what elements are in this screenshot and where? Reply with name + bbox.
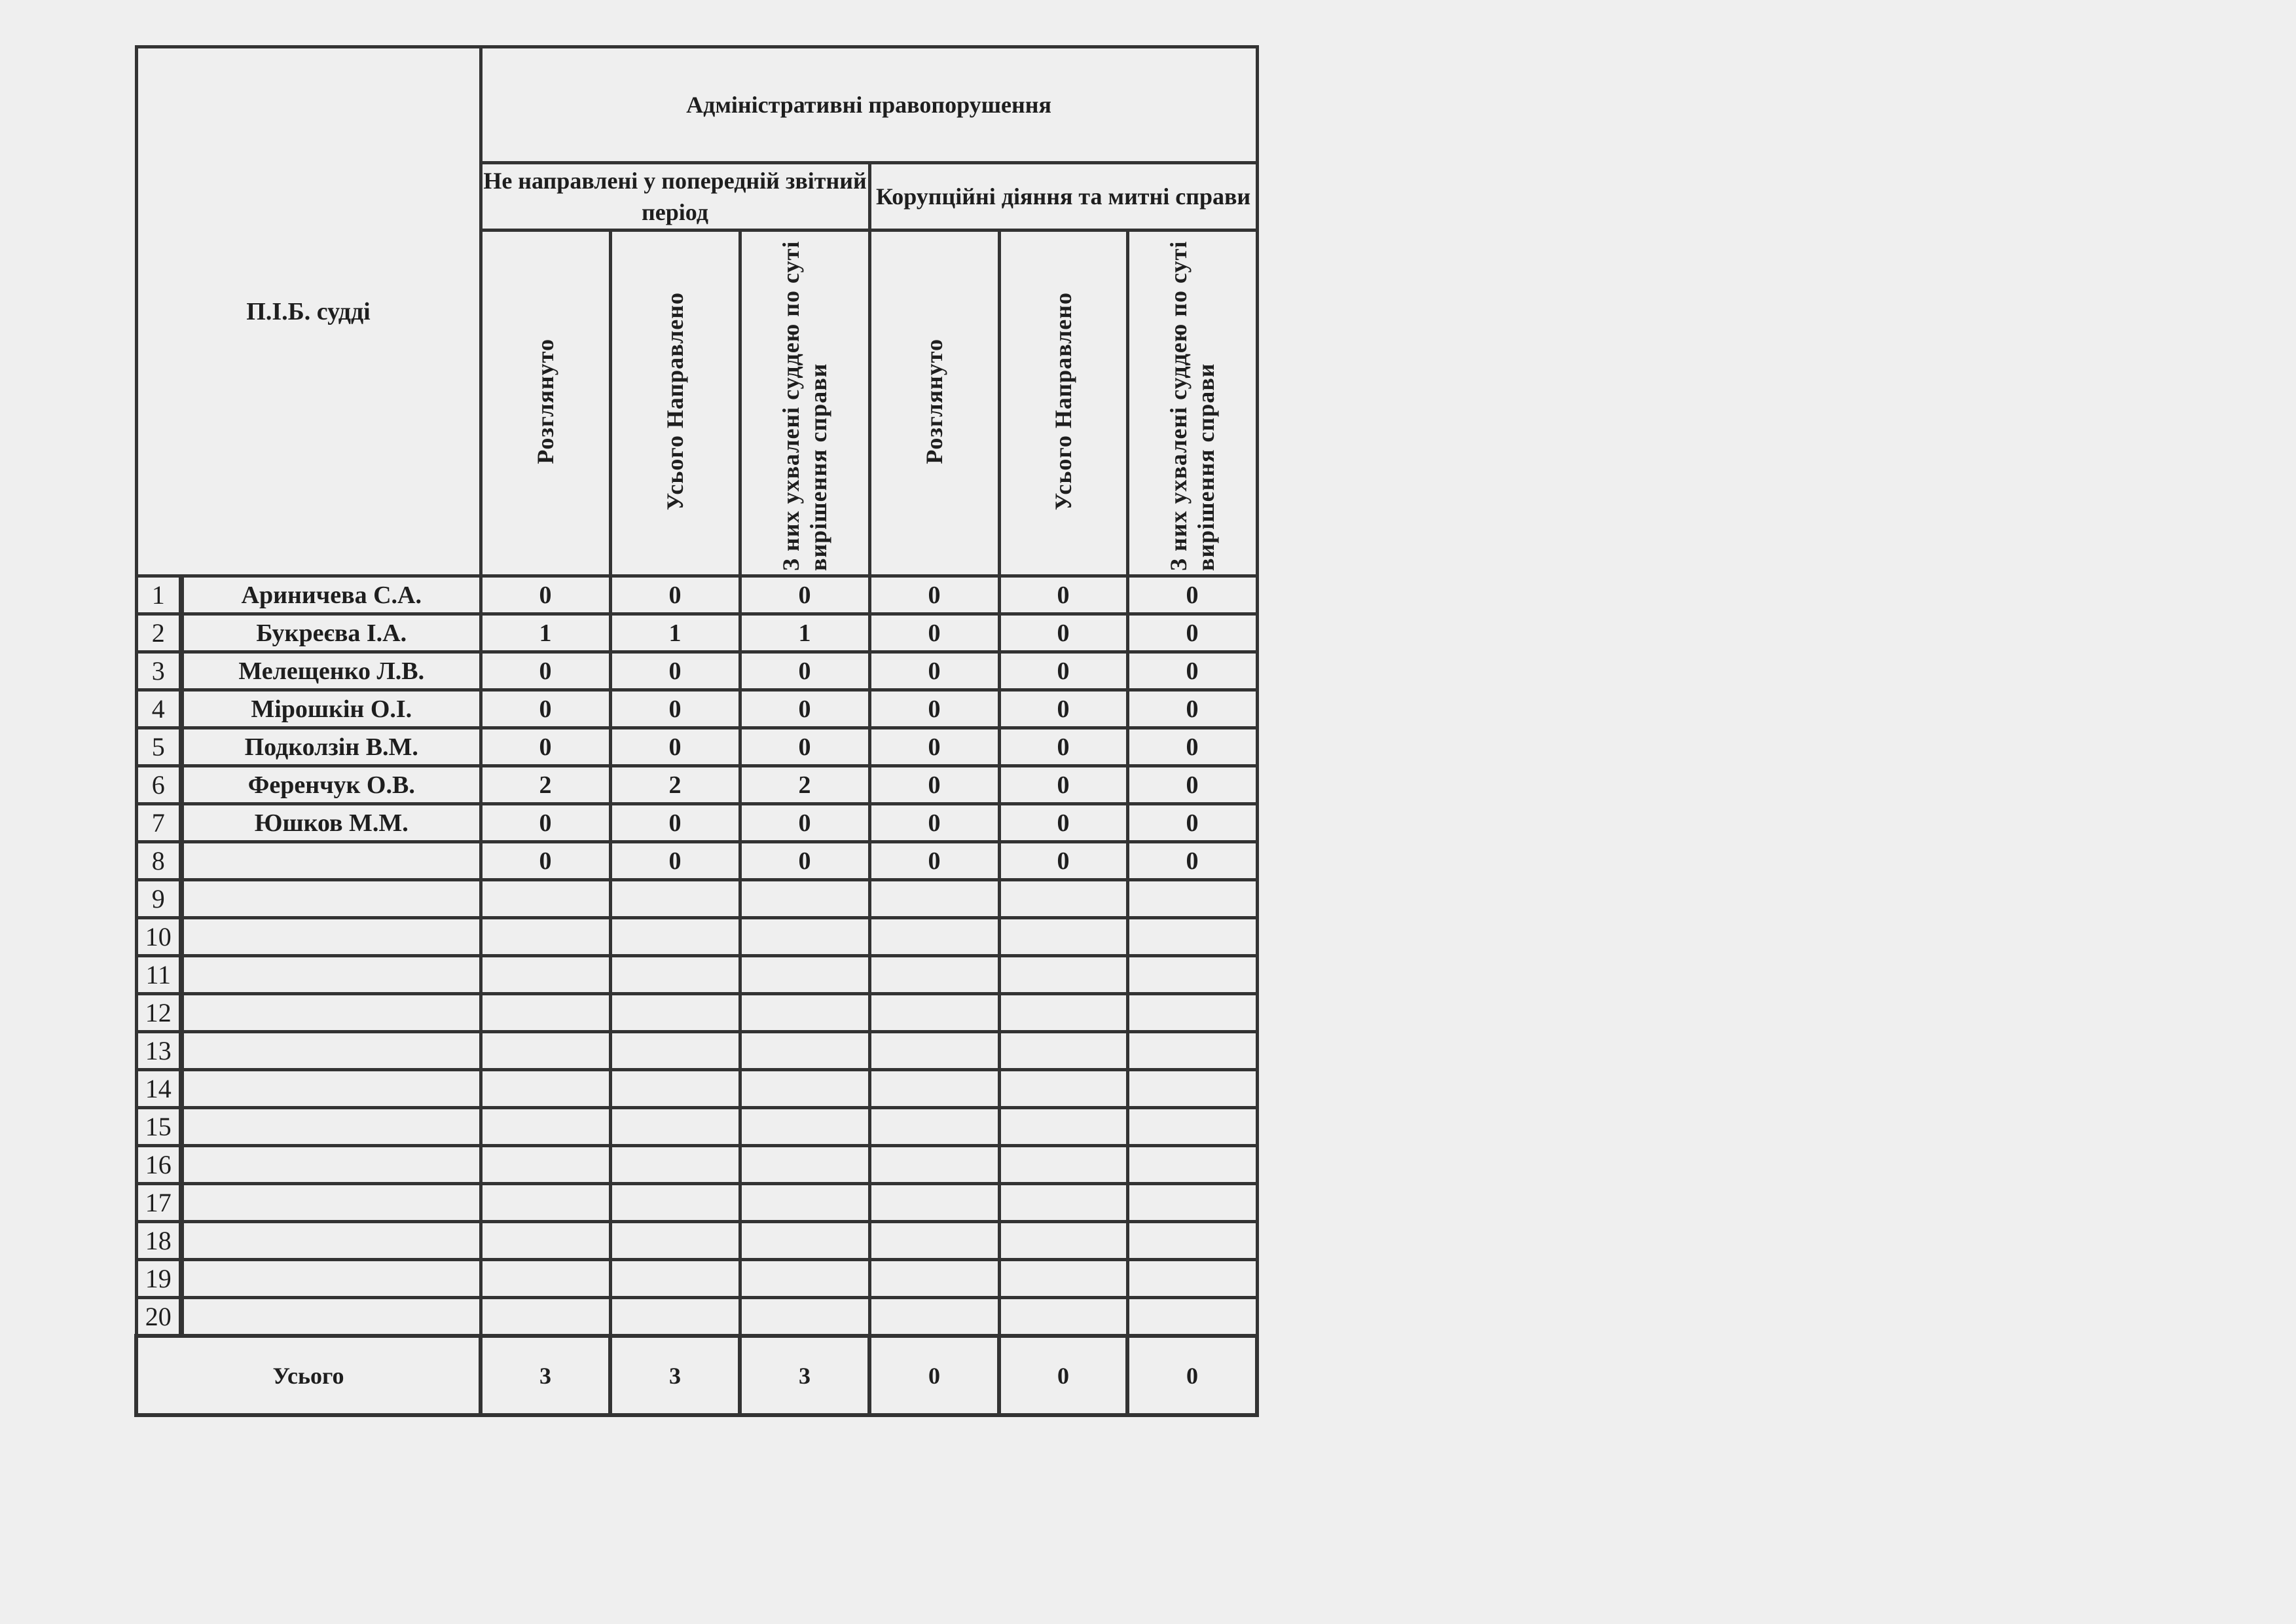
value-cell	[1127, 918, 1257, 956]
row-number: 4	[136, 690, 181, 728]
value-cell	[481, 880, 610, 918]
value-cell: 0	[610, 576, 740, 614]
value-cell: 0	[999, 728, 1127, 766]
judge-name: Мелещенко Л.В.	[181, 652, 481, 690]
table-row	[136, 842, 1257, 880]
value-cell: 0	[999, 766, 1127, 804]
column-header	[869, 231, 999, 576]
table-row	[136, 1108, 1257, 1146]
column-header-label: Розглянуто	[921, 339, 948, 464]
table-row	[136, 880, 1257, 918]
value-cell	[740, 1108, 869, 1146]
value-cell	[1127, 1108, 1257, 1146]
table-row	[136, 728, 1257, 766]
value-cell	[740, 1070, 869, 1108]
value-cell: 0	[999, 804, 1127, 842]
value-cell	[869, 1260, 999, 1298]
judge-name: Ариничева С.А.	[181, 576, 481, 614]
value-cell	[999, 1108, 1127, 1146]
row-number: 2	[136, 614, 181, 652]
value-cell: 0	[869, 690, 999, 728]
value-cell	[610, 918, 740, 956]
value-cell: 2	[481, 766, 610, 804]
value-cell: 0	[740, 728, 869, 766]
table-row	[136, 576, 1257, 614]
row-number: 6	[136, 766, 181, 804]
total-cell: 0	[999, 1336, 1127, 1415]
table-row	[136, 1070, 1257, 1108]
row-number: 17	[136, 1184, 181, 1222]
row-number: 13	[136, 1032, 181, 1070]
value-cell: 0	[1127, 652, 1257, 690]
column-header	[740, 231, 869, 576]
value-cell	[1127, 956, 1257, 994]
total-label: Усього	[136, 1336, 481, 1415]
table-row	[136, 956, 1257, 994]
row-number: 15	[136, 1108, 181, 1146]
value-cell	[1127, 1070, 1257, 1108]
value-cell: 0	[869, 576, 999, 614]
row-number: 5	[136, 728, 181, 766]
value-cell	[1127, 1146, 1257, 1184]
value-cell	[481, 1298, 610, 1337]
table-row	[136, 804, 1257, 842]
value-cell: 0	[1127, 614, 1257, 652]
judge-name	[181, 1070, 481, 1108]
row-number: 1	[136, 576, 181, 614]
value-cell: 0	[610, 652, 740, 690]
value-cell: 0	[999, 614, 1127, 652]
table-row	[136, 1146, 1257, 1184]
value-cell	[869, 1108, 999, 1146]
column-header-label: Усього Направлено	[1050, 292, 1077, 511]
value-cell: 0	[1127, 766, 1257, 804]
value-cell	[481, 994, 610, 1032]
judge-name	[181, 1146, 481, 1184]
value-cell	[740, 918, 869, 956]
value-cell: 0	[999, 652, 1127, 690]
judge-name: Мірошкін О.І.	[181, 690, 481, 728]
column-header	[999, 231, 1127, 576]
value-cell	[740, 1184, 869, 1222]
table-row	[136, 1184, 1257, 1222]
value-cell: 0	[740, 652, 869, 690]
judge-name	[181, 918, 481, 956]
value-cell: 0	[740, 842, 869, 880]
value-cell: 0	[481, 690, 610, 728]
value-cell: 0	[610, 804, 740, 842]
row-number: 10	[136, 918, 181, 956]
value-cell	[999, 1222, 1127, 1260]
value-cell	[1127, 1298, 1257, 1337]
column-header	[1127, 231, 1257, 576]
judge-name: Букреєва І.А.	[181, 614, 481, 652]
value-cell	[740, 1222, 869, 1260]
row-number: 11	[136, 956, 181, 994]
value-cell	[610, 1222, 740, 1260]
value-cell	[1127, 1222, 1257, 1260]
value-cell: 0	[481, 728, 610, 766]
value-cell: 0	[610, 728, 740, 766]
total-cell: 3	[481, 1336, 610, 1415]
row-number: 7	[136, 804, 181, 842]
value-cell	[999, 1184, 1127, 1222]
value-cell: 0	[1127, 690, 1257, 728]
value-cell: 0	[740, 576, 869, 614]
value-cell: 1	[740, 614, 869, 652]
row-number: 16	[136, 1146, 181, 1184]
value-cell: 0	[481, 842, 610, 880]
value-cell	[869, 1032, 999, 1070]
value-cell	[999, 918, 1127, 956]
value-cell: 0	[869, 728, 999, 766]
judge-name	[181, 842, 481, 880]
table-row	[136, 1032, 1257, 1070]
value-cell: 0	[999, 576, 1127, 614]
value-cell	[869, 1222, 999, 1260]
value-cell	[740, 956, 869, 994]
value-cell	[1127, 1032, 1257, 1070]
value-cell	[740, 1146, 869, 1184]
row-number: 18	[136, 1222, 181, 1260]
judge-name-header: П.І.Б. судді	[136, 47, 481, 576]
row-number: 9	[136, 880, 181, 918]
value-cell: 0	[481, 576, 610, 614]
total-cell: 3	[610, 1336, 740, 1415]
value-cell	[740, 994, 869, 1032]
value-cell	[481, 1146, 610, 1184]
section-title: Адміністративні правопорушення	[481, 47, 1257, 163]
value-cell: 1	[481, 614, 610, 652]
value-cell	[740, 1032, 869, 1070]
value-cell: 0	[481, 804, 610, 842]
value-cell	[999, 1032, 1127, 1070]
total-row	[136, 1336, 1257, 1415]
value-cell	[610, 1108, 740, 1146]
value-cell	[999, 1146, 1127, 1184]
value-cell	[869, 994, 999, 1032]
value-cell	[740, 880, 869, 918]
judge-name	[181, 994, 481, 1032]
value-cell	[481, 1070, 610, 1108]
row-number: 8	[136, 842, 181, 880]
value-cell: 0	[869, 614, 999, 652]
value-cell: 1	[610, 614, 740, 652]
value-cell	[999, 1260, 1127, 1298]
value-cell: 0	[740, 804, 869, 842]
value-cell	[481, 1260, 610, 1298]
value-cell	[610, 1146, 740, 1184]
table-row	[136, 652, 1257, 690]
value-cell: 0	[999, 690, 1127, 728]
column-header	[481, 231, 610, 576]
value-cell: 0	[1127, 804, 1257, 842]
row-number: 19	[136, 1260, 181, 1298]
table-row	[136, 1298, 1257, 1337]
table-row	[136, 614, 1257, 652]
value-cell	[610, 994, 740, 1032]
value-cell	[1127, 880, 1257, 918]
judge-name	[181, 1260, 481, 1298]
judge-name	[181, 1222, 481, 1260]
report-table	[134, 45, 1259, 1417]
value-cell	[999, 956, 1127, 994]
value-cell	[610, 1298, 740, 1337]
value-cell	[481, 1184, 610, 1222]
row-number: 3	[136, 652, 181, 690]
value-cell	[481, 1108, 610, 1146]
value-cell: 0	[869, 766, 999, 804]
value-cell	[481, 918, 610, 956]
value-cell	[610, 1070, 740, 1108]
value-cell: 0	[481, 652, 610, 690]
table-row	[136, 690, 1257, 728]
value-cell	[999, 994, 1127, 1032]
value-cell	[869, 880, 999, 918]
column-header-label: З них ухвалені суддею по суті вирішення справи	[1165, 240, 1220, 571]
value-cell	[999, 1070, 1127, 1108]
value-cell	[999, 1298, 1127, 1337]
value-cell: 0	[869, 652, 999, 690]
value-cell: 0	[610, 842, 740, 880]
value-cell	[1127, 1184, 1257, 1222]
table-row	[136, 918, 1257, 956]
row-number: 14	[136, 1070, 181, 1108]
judge-name	[181, 880, 481, 918]
judge-name: Юшков М.М.	[181, 804, 481, 842]
value-cell: 0	[740, 690, 869, 728]
value-cell	[610, 956, 740, 994]
value-cell	[481, 1222, 610, 1260]
value-cell	[869, 1070, 999, 1108]
judge-name	[181, 1184, 481, 1222]
group-header-corruption: Корупційні діяння та митні справи	[869, 163, 1257, 231]
value-cell	[869, 956, 999, 994]
value-cell	[610, 880, 740, 918]
total-cell: 0	[1127, 1336, 1257, 1415]
column-header-label: Усього Направлено	[662, 292, 689, 511]
value-cell	[869, 1298, 999, 1337]
value-cell	[869, 1146, 999, 1184]
group-header-not-sent: Не направлені у попередній звітний період	[481, 163, 869, 231]
value-cell	[1127, 994, 1257, 1032]
value-cell	[740, 1298, 869, 1337]
value-cell: 0	[869, 842, 999, 880]
value-cell: 2	[740, 766, 869, 804]
value-cell	[610, 1260, 740, 1298]
total-cell: 3	[740, 1336, 869, 1415]
table-row	[136, 994, 1257, 1032]
value-cell: 0	[999, 842, 1127, 880]
value-cell	[999, 880, 1127, 918]
value-cell	[610, 1032, 740, 1070]
column-header	[610, 231, 740, 576]
value-cell	[610, 1184, 740, 1222]
value-cell: 0	[610, 690, 740, 728]
judge-name: Подколзін В.М.	[181, 728, 481, 766]
table-row	[136, 1222, 1257, 1260]
value-cell	[481, 956, 610, 994]
value-cell	[869, 1184, 999, 1222]
judge-name	[181, 1108, 481, 1146]
value-cell: 0	[1127, 842, 1257, 880]
value-cell	[1127, 1260, 1257, 1298]
value-cell: 2	[610, 766, 740, 804]
judge-name	[181, 956, 481, 994]
table-row	[136, 766, 1257, 804]
column-header-label: Розглянуто	[532, 339, 559, 464]
value-cell: 0	[869, 804, 999, 842]
table-row	[136, 1260, 1257, 1298]
value-cell: 0	[1127, 728, 1257, 766]
value-cell	[869, 918, 999, 956]
column-header-label: З них ухвалені суддею по суті вирішення справи	[778, 240, 832, 571]
row-number: 12	[136, 994, 181, 1032]
judge-name	[181, 1032, 481, 1070]
judge-name	[181, 1298, 481, 1337]
value-cell: 0	[1127, 576, 1257, 614]
value-cell	[740, 1260, 869, 1298]
value-cell	[481, 1032, 610, 1070]
judge-name: Ференчук О.В.	[181, 766, 481, 804]
total-cell: 0	[869, 1336, 999, 1415]
row-number: 20	[136, 1298, 181, 1337]
